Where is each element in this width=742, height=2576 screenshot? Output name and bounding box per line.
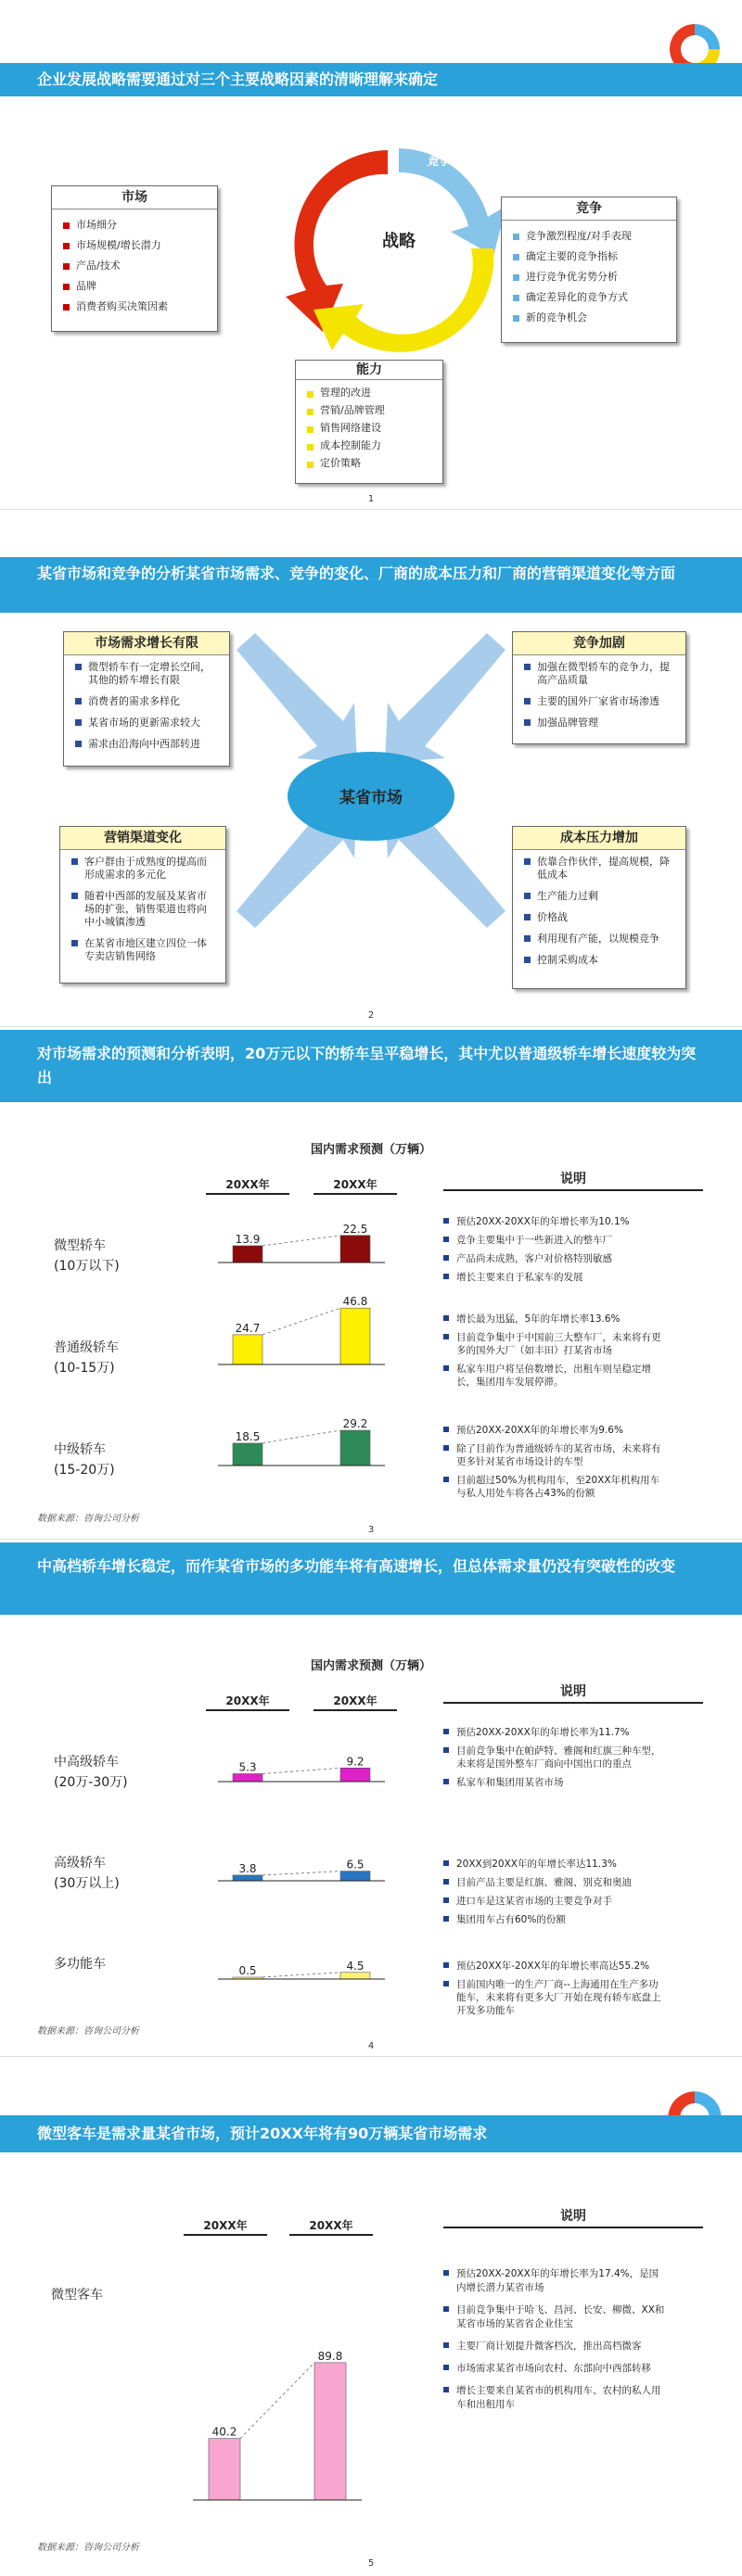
row-sub: (10-15万) (54, 1361, 115, 1376)
list-item: 进行竞争优劣势分析 (511, 267, 667, 287)
row-name: 中高级轿车 (54, 1755, 119, 1770)
bar-微型客车-20XX年 (209, 2439, 240, 2500)
list-item: 成本控制能力 (305, 437, 433, 454)
row-name: 微型客车 (51, 2288, 103, 2303)
list-item: 随着中西部的发展及某省市场的扩张，销售渠道也将向中小城镇渗透 (70, 890, 216, 929)
data-label: 18.5 (235, 1429, 261, 1443)
cost-box (512, 826, 686, 989)
hub-label: 某省市场 (339, 789, 403, 807)
list-item: 微型轿车有一定增长空间，其他的轿车增长有限 (73, 661, 220, 687)
note-item: 目前竞争集中于哈飞、昌河、长安、柳微、XX和某省市场的某省省企业佳宝 (443, 2303, 666, 2331)
notes-header: 说明 (443, 1169, 703, 1191)
ability-arrow (313, 248, 493, 352)
slide-5 (0, 2060, 742, 2576)
notes-row-2 (443, 1313, 666, 1394)
source-note: 数据来源：咨询公司分析 (37, 2543, 139, 2553)
list-item: 加强在微型轿车的竞争力，提高产品质量 (522, 661, 676, 687)
channel-box-title: 营销渠道变化 (60, 827, 225, 850)
ability-box (295, 360, 443, 484)
demand-box (63, 631, 230, 767)
data-label: 6.5 (346, 1858, 365, 1872)
column-header-1: 20XX年 (206, 1693, 289, 1711)
note-item: 目前国内唯一的生产厂商--上海通用在生产多功能车，未来将有更多大厂开始在现有轿车底盘上开发多功能车 (443, 1978, 666, 2017)
list-item: 价格战 (522, 911, 676, 924)
cycle-center-label: 战略 (382, 232, 416, 251)
notes-row-3 (443, 1424, 666, 1505)
list-item: 营销/品牌管理 (305, 401, 433, 419)
slide-3 (0, 1030, 742, 1540)
strategy-cycle-diagram (278, 128, 519, 360)
note-item: 市场需求某省市场向农村、东部向中西部转移 (443, 2362, 666, 2376)
slide-title: 对市场需求的预测和分析表明，20万元以下的轿车呈平稳增长，其中尤以普通级轿车增长速度较为突出 (0, 1030, 742, 1102)
data-label: 46.8 (342, 1295, 368, 1309)
page-number: 2 (367, 1010, 375, 1021)
demand-chart-2 (0, 1542, 436, 2057)
list-item: 定价策略 (305, 454, 433, 472)
row-sub: (20万-30万) (54, 1775, 128, 1790)
list-item: 依靠合作伙伴，提高规模，降低成本 (522, 856, 676, 882)
slide-4 (0, 1542, 742, 2057)
note-item: 增长主要来自于私家车的发展 (443, 1271, 666, 1284)
list-item: 市场规模/增长潜力 (61, 235, 208, 256)
list-item: 在某省市地区建立四位一体专卖店销售网络 (70, 937, 216, 963)
row-sub: (15-20万) (54, 1463, 115, 1478)
list-item: 产品/技术 (61, 256, 208, 276)
list-item: 竞争激烈程度/对手表现 (511, 226, 667, 247)
list-item: 品牌 (61, 276, 208, 297)
note-item: 20XX到20XX年的年增长率达11.3% (443, 1858, 666, 1871)
data-label: 5.3 (238, 1760, 257, 1774)
growth-dashed-line (262, 1973, 340, 1977)
list-item: 利用现有产能，以规模竞争 (522, 933, 676, 945)
note-item: 目前产品主要是红旗、雅阁、别克和奥迪 (443, 1876, 666, 1889)
chart-title: 国内需求预测（万辆） (310, 1143, 431, 1157)
page-number: 5 (367, 2558, 375, 2569)
list-item: 客户群由于成熟度的提高而形成需求的多元化 (70, 856, 216, 882)
list-item: 加强品牌管理 (522, 717, 676, 730)
market-box (51, 185, 218, 332)
growth-dashed-line (262, 1872, 340, 1875)
demand-chart-3 (0, 2060, 436, 2576)
list-item: 销售网络建设 (305, 419, 433, 437)
row-name: 中级轿车 (54, 1442, 106, 1457)
demand-box-title: 市场需求增长有限 (64, 632, 229, 655)
arrow-compete (385, 633, 505, 763)
data-label: 3.8 (238, 1861, 257, 1875)
channel-box (59, 826, 226, 983)
note-item: 私家车用户将呈倍数增长，出租车则呈稳定增长，集团用车发展停滞。 (443, 1363, 666, 1389)
compete-box-title: 竞争加剧 (513, 632, 685, 655)
note-item: 预估20XX-20XX年的年增长率为11.7% (443, 1726, 666, 1739)
source-note: 数据来源：咨询公司分析 (37, 2026, 139, 2037)
bar-中级轿车-20XX年 (233, 1443, 262, 1466)
compete-box (512, 631, 686, 744)
slide-2 (0, 513, 742, 1027)
list-item: 生产能力过剩 (522, 890, 676, 903)
data-label: 0.5 (238, 1964, 257, 1977)
bar-微型轿车-20XX年 (233, 1246, 262, 1263)
notes-row-3 (443, 1960, 666, 2023)
cost-box-title: 成本压力增加 (513, 827, 685, 850)
note-item: 预估20XX-20XX年的年增长率为9.6% (443, 1424, 666, 1437)
note-item: 增长最为迅猛，5年的年增长率13.6% (443, 1313, 666, 1326)
slide-1 (0, 0, 742, 510)
note-item: 目前竞争集中在帕萨特、雅阁和红旗三种车型，未来将是国外整车厂商向中国出口的重点 (443, 1745, 666, 1770)
notes-row-2 (443, 1858, 666, 1932)
note-item: 进口车是这某省市场的主要竞争对手 (443, 1895, 666, 1908)
compete-box (501, 197, 677, 343)
cycle-market-label: 市场 (315, 234, 340, 247)
note-item: 除了目前作为普通级轿车的某省市场，未来将有更多针对某省市场设计的车型 (443, 1442, 666, 1468)
growth-dashed-line (262, 1430, 340, 1443)
page-number: 4 (367, 2041, 375, 2051)
arrow-demand (237, 633, 357, 763)
data-label: 13.9 (235, 1232, 261, 1246)
list-item: 新的竞争机会 (511, 308, 667, 328)
column-header-2: 20XX年 (313, 1176, 397, 1195)
cycle-compete-label: 竞争 (427, 155, 452, 169)
list-item: 确定主要的竞争指标 (511, 247, 667, 267)
bar-中级轿车-20XX年 (340, 1430, 370, 1466)
ability-box-title: 能力 (296, 361, 442, 380)
page-number: 1 (367, 494, 375, 504)
data-label: 22.5 (342, 1222, 368, 1236)
bar-普通级轿车-20XX年 (233, 1335, 262, 1364)
note-item: 目前超过50%为机构用车，至20XX年机构用车与私人用处车将各占43%的份额 (443, 1474, 666, 1500)
notes-row-1 (443, 2267, 666, 2420)
column-header-1: 20XX年 (206, 1176, 289, 1195)
note-item: 竞争主要集中于一些新进入的整车厂 (443, 1234, 666, 1247)
row-name: 多功能车 (54, 1957, 106, 1972)
list-item: 控制采购成本 (522, 954, 676, 967)
notes-row-1 (443, 1726, 666, 1795)
slide-title: 某省市场和竞争的分析某省市场需求、竞争的变化、厂商的成本压力和厂商的营销渠道变化等方面 (0, 557, 742, 613)
list-item: 某省市场的更新需求较大 (73, 717, 220, 730)
list-item: 主要的国外厂家省市场渗透 (522, 695, 676, 708)
cycle-ability-label: 能力 (441, 289, 467, 303)
growth-dashed-line (262, 1768, 340, 1773)
note-item: 增长主要来自某省市的机构用车、农村的私人用车和出租用车 (443, 2384, 666, 2412)
bar-普通级轿车-20XX年 (340, 1308, 370, 1364)
source-note: 数据来源：咨询公司分析 (37, 1514, 139, 1524)
growth-dashed-line (262, 1236, 340, 1246)
bar-中高级轿车-20XX年 (233, 1774, 262, 1782)
list-item: 市场细分 (61, 215, 208, 235)
note-item: 集团用车占有60%的份额 (443, 1913, 666, 1926)
note-item: 产品尚未成熟，客户对价格特别敏感 (443, 1252, 666, 1265)
bar-微型客车-20XX年 (314, 2363, 346, 2500)
note-item: 私家车和集团用某省市场 (443, 1776, 666, 1789)
list-item: 消费者购买决策因素 (61, 297, 208, 317)
bar-微型轿车-20XX年 (340, 1236, 370, 1263)
row-name: 普通级轿车 (54, 1340, 119, 1355)
data-label: 4.5 (346, 1959, 365, 1973)
bar-高级轿车-20XX年 (233, 1875, 262, 1881)
notes-header: 说明 (443, 1681, 703, 1704)
row-name: 高级轿车 (54, 1856, 106, 1871)
data-label: 89.8 (317, 2349, 343, 2363)
notes-row-1 (443, 1215, 666, 1289)
compete-box-title: 竞争 (502, 197, 676, 221)
row-sub: (30万以上) (54, 1876, 120, 1891)
column-header-2: 20XX年 (289, 2217, 373, 2236)
slide-title: 企业发展战略需要通过对三个主要战略因素的清晰理解来确定 (0, 63, 742, 96)
column-header-1: 20XX年 (184, 2217, 267, 2236)
list-item: 需求由沿海向中西部转进 (73, 738, 220, 751)
data-label: 40.2 (211, 2425, 237, 2439)
growth-dashed-line (262, 1308, 340, 1335)
market-box-title: 市场 (52, 186, 217, 209)
slide-title: 微型客车是需求量某省市场，预计20XX年将有90万辆某省市场需求 (0, 2115, 742, 2152)
data-label: 9.2 (346, 1755, 365, 1769)
slide-title: 中高档轿车增长稳定，而作某省市场的多功能车将有高速增长，但总体需求量仍没有突破性的改变 (0, 1542, 742, 1615)
note-item: 目前竞争集中于中国前三大整车厂，未来将有更多的国外大厂（如丰田）打某省市场 (443, 1331, 666, 1357)
list-item: 确定差异化的竞争方式 (511, 287, 667, 308)
column-header-2: 20XX年 (313, 1693, 397, 1711)
page-number: 3 (367, 1525, 375, 1535)
bar-中高级轿车-20XX年 (340, 1768, 370, 1782)
row-name: 微型轿车 (54, 1238, 106, 1253)
data-label: 24.7 (235, 1321, 261, 1335)
demand-chart-1 (0, 1030, 436, 1540)
note-item: 主要厂商计划提升微客档次，推出高档微客 (443, 2340, 666, 2354)
row-sub: (10万以下) (54, 1259, 120, 1274)
data-label: 29.2 (342, 1417, 368, 1431)
bar-高级轿车-20XX年 (340, 1872, 370, 1881)
list-item: 管理的改进 (305, 384, 433, 401)
notes-header: 说明 (443, 2206, 703, 2228)
list-item: 消费者的需求多样化 (73, 695, 220, 708)
note-item: 预估20XX-20XX年的年增长率为17.4%，是国内增长潜力某省市场 (443, 2267, 666, 2295)
note-item: 预估20XX年-20XX年的年增长率高达55.2% (443, 1960, 666, 1973)
note-item: 预估20XX-20XX年的年增长率为10.1% (443, 1215, 666, 1228)
chart-title: 国内需求预测（万辆） (310, 1659, 431, 1673)
growth-dashed-line (240, 2363, 314, 2439)
bar-多功能车-20XX年 (340, 1973, 370, 1979)
